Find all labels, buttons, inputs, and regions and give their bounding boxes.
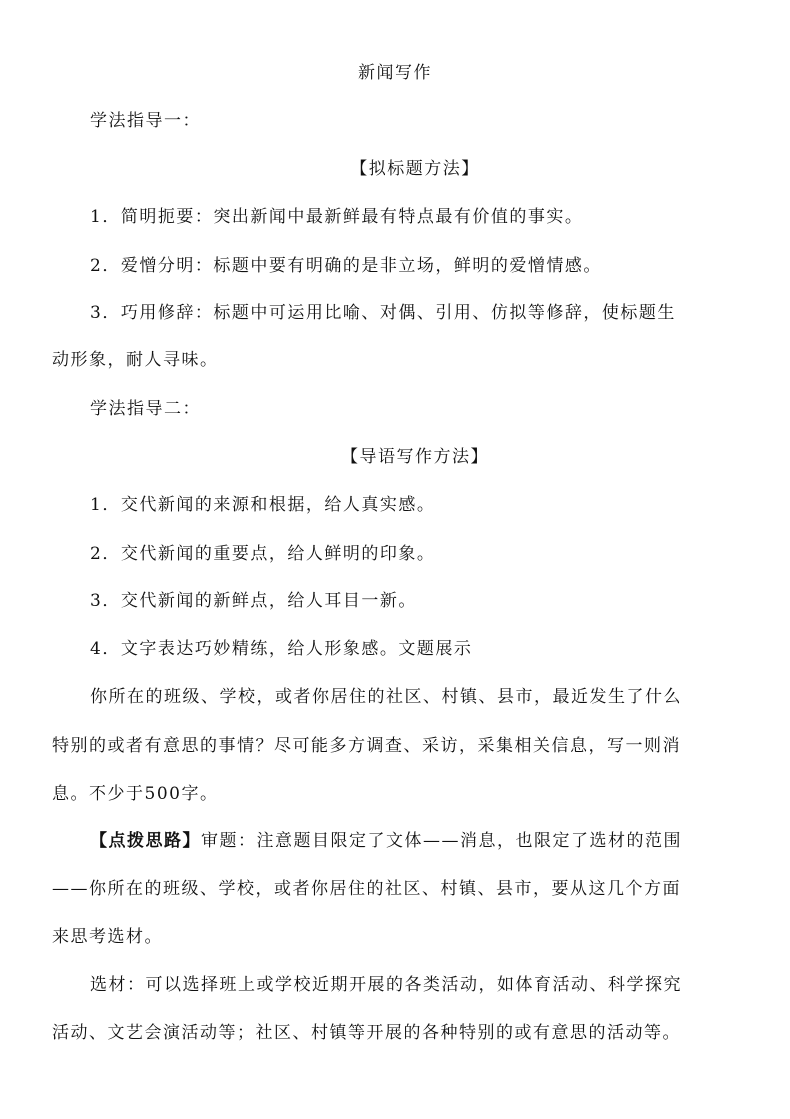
title-method-2: 2．爱憎分明：标题中要有明确的是非立场，鲜明的爱憎情感。 (90, 256, 602, 276)
hint-line-1-text: 审题：注意题目限定了文体——消息，也限定了选材的范围 (201, 831, 682, 851)
lead-method-2: 2．交代新闻的重要点，给人鲜明的印象。 (90, 544, 436, 564)
heading-title-methods: 【拟标题方法】 (350, 159, 480, 179)
prompt-line-3: 息。不少于500字。 (52, 784, 219, 804)
prompt-line-1: 你所在的班级、学校，或者你居住的社区、村镇、县市，最近发生了什么 (90, 687, 682, 707)
title-method-3-line2: 动形象，耐人寻味。 (52, 350, 219, 370)
hint-label: 【点拨思路】 (90, 831, 201, 851)
title-method-3-line1: 3．巧用修辞：标题中可运用比喻、对偶、引用、仿拟等修辞，使标题生 (90, 303, 676, 323)
hint-line-2: ——你所在的班级、学校，或者你居住的社区、村镇、县市，要从这几个方面 (52, 879, 681, 899)
guide-one-label: 学法指导一： (90, 111, 201, 131)
hint-line-3: 来思考选材。 (52, 927, 163, 947)
title-method-1: 1．简明扼要：突出新闻中最新鲜最有特点最有价值的事实。 (90, 207, 584, 227)
document-title: 新闻写作 (358, 63, 432, 83)
lead-method-1: 1．交代新闻的来源和根据，给人真实感。 (90, 495, 436, 515)
heading-lead-methods: 【导语写作方法】 (341, 447, 489, 467)
lead-method-3: 3．交代新闻的新鲜点，给人耳目一新。 (90, 591, 417, 611)
guide-two-label: 学法指导二： (90, 399, 201, 419)
lead-method-4: 4．文字表达巧妙精练，给人形象感。文题展示 (90, 639, 473, 659)
hint-line-1 (90, 830, 682, 852)
material-line-1: 选材：可以选择班上或学校近期开展的各类活动，如体育活动、科学探究 (90, 975, 682, 995)
prompt-line-2: 特别的或者有意思的事情？尽可能多方调查、采访，采集相关信息，写一则消 (52, 736, 681, 756)
material-line-2: 活动、文艺会演活动等；社区、村镇等开展的各种特别的或有意思的活动等。 (52, 1023, 681, 1043)
